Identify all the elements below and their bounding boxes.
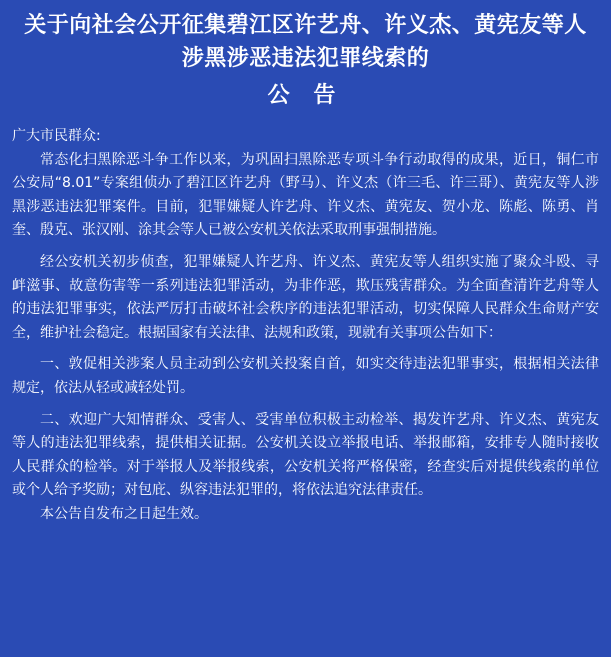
paragraph-item-2-report: 二、欢迎广大知情群众、受害人、受害单位积极主动检举、揭发许艺舟、许义杰、黄宪友等人的违法犯罪线索，提供相关证据。公安机关设立举报电话、举报邮箱，安排专人随时接收人民群众的检举。对于举报人及举报线索，公安机关将严格保密，经查实后对提供线索的单位或个人给予奖励；对包庇、纵容违法犯罪的，将依法追究法律责任。 [12, 411, 599, 499]
title-line-1: 关于向社会公开征集碧江区许艺舟、许义杰、黄宪友等人 [24, 13, 587, 38]
paragraph-effective: 本公告自发布之日起生效。 [40, 505, 208, 522]
announcement-body [12, 125, 599, 527]
title-line-3: 公 告 [267, 83, 344, 108]
title-line-2: 涉黑涉恶违法犯罪线索的 [181, 46, 430, 71]
paragraph-investigation: 经公安机关初步侦查，犯罪嫌疑人许艺舟、许义杰、黄宪友等人组织实施了聚众斗殴、寻衅滋事、故意伤害等一系列违法犯罪活动，为非作恶，欺压残害群众。为全面查清许艺舟等人的违法犯罪事实，依法严厉打击破坏社会秩序的违法犯罪活动，切实保障人民群众生命财产安全，维护社会稳定。根据国家有关法律、法规和政策，现就有关事项公告如下： [12, 253, 599, 341]
paragraph-background: 常态化扫黑除恶斗争工作以来，为巩固扫黑除恶专项斗争行动取得的成果，近日，铜仁市公安局“8.01”专案组侦办了碧江区许艺舟（野马）、许义杰（许三毛、许三哥）、黄宪友等人涉黑涉恶违法犯罪案件。目前，犯罪嫌疑人许艺舟、许义杰、黄宪友、贺小龙、陈彪、陈勇、肖奎、殷克、张汉刚、涂其会等人已被公安机关依法采取刑事强制措施。 [12, 151, 599, 239]
paragraph-item-1-surrender: 一、敦促相关涉案人员主动到公安机关投案自首，如实交待违法犯罪事实，根据相关法律规定，依法从轻或减轻处罚。 [12, 356, 599, 396]
greeting: 广大市民群众: [12, 128, 101, 144]
